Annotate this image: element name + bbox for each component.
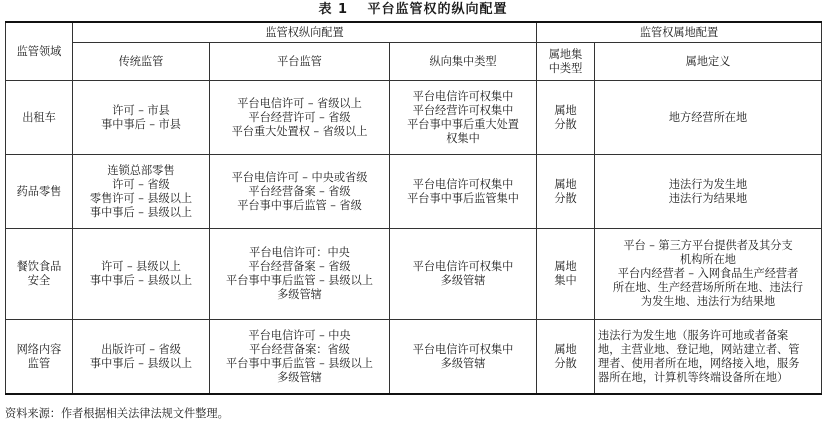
cell-centralization: 平台电信许可权集中 平台事中事后监管集中 <box>390 155 537 229</box>
header-territorial-definition: 属地定义 <box>595 43 822 81</box>
header-territorial-type: 属地集 中类型 <box>537 43 595 81</box>
cell-territorial-type: 属地 分散 <box>537 81 595 155</box>
cell-definition: 地方经营所在地 <box>595 81 822 155</box>
table-row <box>6 155 822 229</box>
table-row <box>6 81 822 155</box>
table-row <box>6 320 822 395</box>
header-centralization-type: 纵向集中类型 <box>390 43 537 81</box>
source-note: 资料来源：作者根据相关法律法规文件整理。 <box>5 407 229 420</box>
cell-territorial-type: 属地 分散 <box>537 320 595 395</box>
table-title: 表 1 平台监管权的纵向配置 <box>318 2 508 17</box>
cell-platform: 平台电信许可 – 省级以上 平台经营许可 – 省级 平台重大处置权 – 省级以上 <box>210 81 390 155</box>
cell-platform: 平台电信许可：中央 平台经营备案 – 省级 平台事中事后监管 – 县级以上 多级管辖 <box>210 229 390 320</box>
header-vertical-allocation: 监管权纵向配置 <box>73 22 537 43</box>
cell-domain: 餐饮食品 安全 <box>6 229 73 320</box>
cell-territorial-type: 属地 分散 <box>537 155 595 229</box>
cell-definition: 违法行为发生地（服务许可地或者备案 地，主营业地、登记地，网站建立者、管 理者、使用者所在地，网络接入地，服务 器所在地，计算机等终端设备所在地） <box>595 320 822 395</box>
cell-definition: 违法行为发生地 违法行为结果地 <box>595 155 822 229</box>
table-row <box>6 229 822 320</box>
cell-centralization: 平台电信许可权集中 平台经营许可权集中 平台事中事后重大处置 权集中 <box>390 81 537 155</box>
cell-platform: 平台电信许可 – 中央或省级 平台经营备案 – 省级 平台事中事后监管 – 省级 <box>210 155 390 229</box>
header-traditional: 传统监管 <box>73 43 210 81</box>
cell-platform: 平台电信许可 – 中央 平台经营备案：省级 平台事中事后监管 – 县级以上 多级管辖 <box>210 320 390 395</box>
header-territorial-allocation: 监管权属地配置 <box>537 22 822 43</box>
cell-centralization: 平台电信许可权集中 多级管辖 <box>390 320 537 395</box>
cell-traditional: 许可 – 县级以上 事中事后 – 县级以上 <box>73 229 210 320</box>
cell-centralization: 平台电信许可权集中 多级管辖 <box>390 229 537 320</box>
vertical-allocation-table <box>5 21 822 395</box>
cell-domain: 出租车 <box>6 81 73 155</box>
cell-traditional: 许可 – 市县 事中事后 – 市县 <box>73 81 210 155</box>
header-domain: 监管领域 <box>6 22 73 81</box>
cell-domain: 药品零售 <box>6 155 73 229</box>
cell-territorial-type: 属地 集中 <box>537 229 595 320</box>
cell-traditional: 连锁总部零售 许可 – 省级 零售许可 – 县级以上 事中事后 – 县级以上 <box>73 155 210 229</box>
cell-definition: 平台 – 第三方平台提供者及其分支 机构所在地 平台内经营者 – 入网食品生产经营者 所在地、生产经营场所所在地、违法行 为发生地、违法行为结果地 <box>595 229 822 320</box>
cell-traditional: 出版许可 – 省级 事中事后 – 县级以上 <box>73 320 210 395</box>
cell-domain: 网络内容 监管 <box>6 320 73 395</box>
header-platform: 平台监管 <box>210 43 390 81</box>
